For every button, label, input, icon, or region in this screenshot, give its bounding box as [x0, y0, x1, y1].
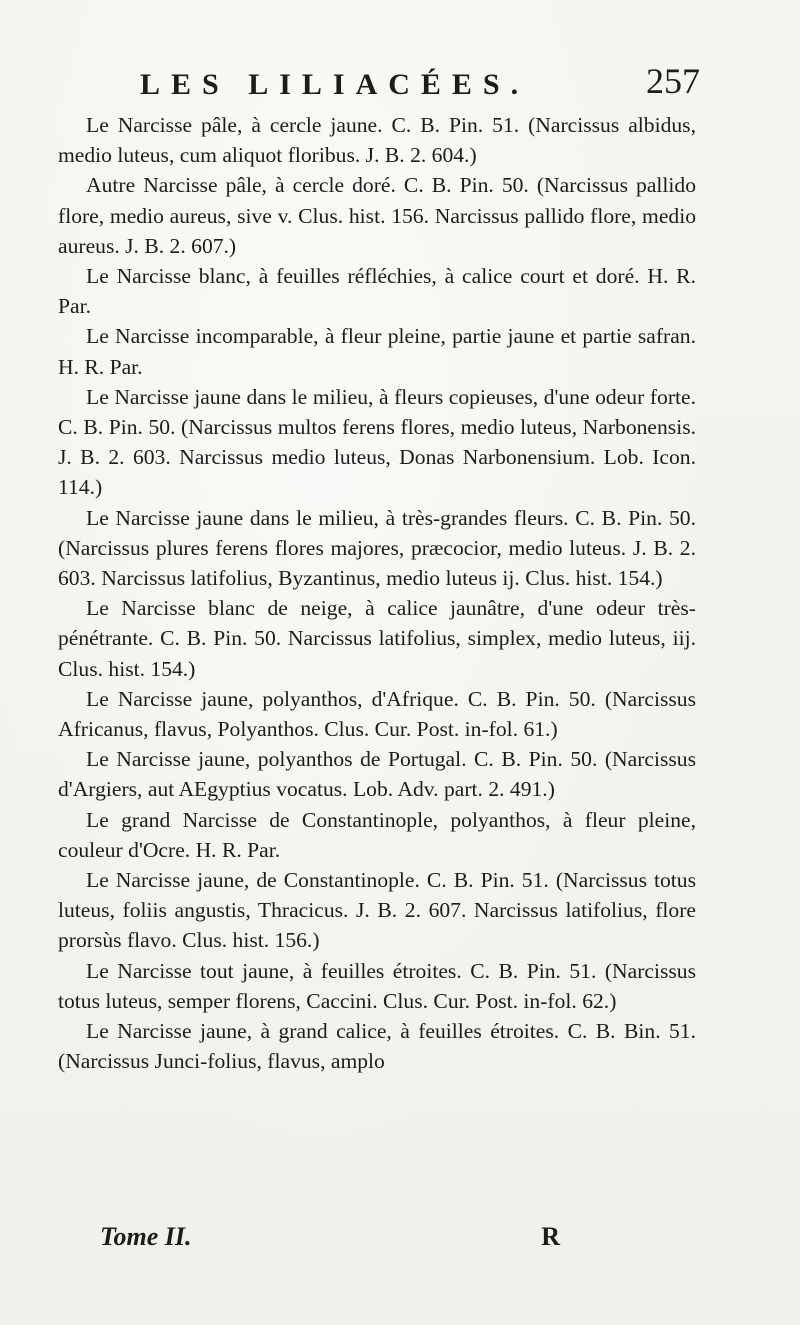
entry-paragraph: Le grand Narcisse de Constantinople, polyanthos, à fleur pleine, couleur d'Ocre. H. R. Par.: [58, 807, 696, 862]
entry-paragraph: Le Narcisse blanc de neige, à calice jaunâtre, d'une odeur très-pénétrante. C. B. Pin. 50. Narcissus latifolius, simplex, medio luteus, iij. Clus. hist. 154.): [58, 596, 696, 681]
entry-paragraph: Le Narcisse jaune, de Constantinople. C. B. Pin. 51. (Narcissus totus luteus, foliis angustis, Thracicus. J. B. 2. 607. Narcissus latifolius, flore prorsùs flavo. Clus. hist. 156.): [58, 868, 696, 953]
entry-paragraph: Le Narcisse tout jaune, à feuilles étroites. C. B. Pin. 51. (Narcissus totus luteus, semper florens, Caccini. Clus. Cur. Post. in-fol. 62.): [58, 958, 696, 1013]
entry-paragraph: Autre Narcisse pâle, à cercle doré. C. B. Pin. 50. (Narcissus pallido flore, medio aureus, sive v. Clus. hist. 156. Narcissus pallido flore, medio aureus. J. B. 2. 607.): [58, 173, 696, 258]
entry-paragraph: Le Narcisse jaune dans le milieu, à très-grandes fleurs. C. B. Pin. 50. (Narcissus plures ferens flores majores, præcocior, medio luteus. J. B. 2. 603. Narcissus latifolius, Byzantinus, medio luteus ij. Clus. hist. 154.): [58, 505, 696, 591]
entry-paragraph: Le Narcisse incomparable, à fleur pleine, partie jaune et partie safran. H. R. Par.: [58, 324, 696, 379]
volume-label: Tome II.: [100, 1222, 192, 1251]
signature-mark: R: [541, 1222, 560, 1251]
entry-paragraph: Le Narcisse jaune, polyanthos de Portugal. C. B. Pin. 50. (Narcissus d'Argiers, aut AEgyptius vocatus. Lob. Adv. part. 2. 491.): [58, 747, 696, 802]
page-number: 257: [646, 61, 700, 101]
running-head-title: LES LILIACÉES.: [140, 68, 530, 101]
running-head: [140, 60, 700, 106]
entry-paragraph: Le Narcisse pâle, à cercle jaune. C. B. Pin. 51. (Narcissus albidus, medio luteus, cum aliquot floribus. J. B. 2. 604.): [58, 113, 696, 168]
entry-paragraph: Le Narcisse jaune, polyanthos, d'Afrique. C. B. Pin. 50. (Narcissus Africanus, flavus, Polyanthos. Clus. Cur. Post. in-fol. 61.): [58, 686, 696, 742]
entries-list: [58, 110, 696, 1077]
entry-paragraph: Le Narcisse jaune dans le milieu, à fleurs copieuses, d'une odeur forte. C. B. Pin. 50. (Narcissus multos ferens flores, medio luteus, Narbonensis. J. B. 2. 603. Narcissus medio luteus, Donas Narbonensium. Lob. Icon. 114.): [58, 384, 696, 500]
entry-paragraph: Le Narcisse blanc, à feuilles réfléchies, à calice court et doré. H. R. Par.: [58, 264, 696, 319]
page-footer: [100, 1222, 560, 1262]
entry-paragraph: Le Narcisse jaune, à grand calice, à feuilles étroites. C. B. Bin. 51. (Narcissus Junci-folius, flavus, amplo: [58, 1019, 696, 1074]
